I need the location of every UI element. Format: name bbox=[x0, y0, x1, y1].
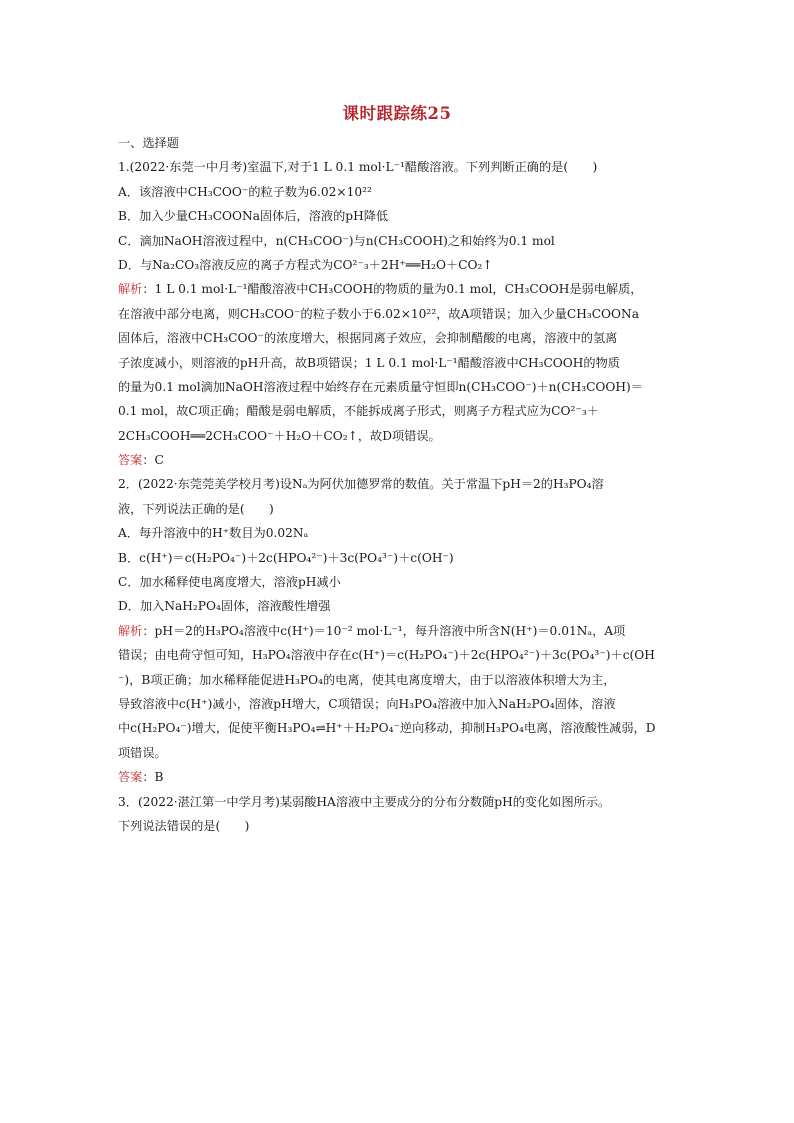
q2-option-a: A．每升溶液中的H⁺数目为0.02Nₐ bbox=[118, 526, 309, 541]
q2-analysis-line: 错误；由电荷守恒可知，H₃PO₄溶液中存在c(H⁺)＝c(H₂PO₄⁻)＋2c(HPO₄²⁻)＋3c(PO₄³⁻)＋c(OH bbox=[118, 648, 655, 663]
q1-analysis-line: 的量为0.1 mol滴加NaOH溶液过程中始终存在元素质量守恒即n(CH₃COO⁻)＋n(CH₃COOH)＝ bbox=[118, 379, 643, 394]
q2-answer: 答案：B bbox=[118, 770, 164, 785]
q1-analysis-line: 2CH₃COOH══2CH₃COO⁻＋H₂O＋CO₂↑，故D项错误。 bbox=[118, 428, 441, 443]
q2-analysis-line: 解析：pH＝2的H₃PO₄溶液中c(H⁺)＝10⁻² mol·L⁻¹，每升溶液中所含N(H⁺)＝0.01Nₐ，A项 bbox=[118, 623, 626, 638]
q2-answer-label: 答案 bbox=[118, 770, 143, 785]
q2-option-c: C．加水稀释使电离度增大，溶液pH减小 bbox=[118, 575, 341, 590]
q1-analysis-line: 子浓度减小，则溶液的pH升高，故B项错误；1 L 0.1 mol·L⁻¹醋酸溶液中CH₃COOH的物质 bbox=[118, 355, 620, 370]
q1-stem: 1.(2022·东莞一中月考)室温下,对于1 L 0.1 mol·L⁻¹醋酸溶液。下列判断正确的是( ) bbox=[118, 160, 598, 175]
q3-stem: 3．(2022·湛江第一中学月考)某弱酸HA溶液中主要成分的分布分数随pH的变化如图所示。 bbox=[118, 794, 611, 809]
section-heading: 一、选择题 bbox=[118, 136, 179, 150]
q2-analysis-line: 中c(H₂PO₄⁻)增大，促使平衡H₃PO₄⇌H⁺＋H₂PO₄⁻逆向移动，抑制H₃PO₄电离，溶液酸性减弱，D bbox=[118, 721, 656, 736]
q2-analysis-line: 导致溶液中c(H⁺)减小，溶液pH增大，C项错误；向H₃PO₄溶液中加入NaH₂PO₄固体，溶液 bbox=[118, 696, 616, 711]
q3-stem: 下列说法错误的是( ) bbox=[118, 818, 250, 833]
q1-option-b: B．加入少量CH₃COONa固体后，溶液的pH降低 bbox=[118, 209, 389, 224]
q1-option-c: C．滴加NaOH溶液过程中，n(CH₃COO⁻)与n(CH₃COOH)之和始终为0.1 mol bbox=[118, 233, 555, 248]
q1-analysis-line: 解析：1 L 0.1 mol·L⁻¹醋酸溶液中CH₃COOH的物质的量为0.1 mol，CH₃COOH是弱电解质， bbox=[118, 282, 643, 297]
q1-analysis-line: 在溶液中部分电离，则CH₃COO⁻的粒子数小于6.02×10²²，故A项错误；加入少量CH₃COONa bbox=[118, 306, 639, 321]
page-title: 课时跟踪练25 bbox=[342, 104, 452, 123]
exercise-content bbox=[118, 131, 688, 838]
q2-stem: 2．(2022·东莞莞美学校月考)设Nₐ为阿伏加德罗常的数值。关于常温下pH＝2的H₃PO₄溶 bbox=[118, 477, 604, 492]
q1-analysis-label: 解析 bbox=[118, 282, 143, 297]
q2-option-b: B．c(H⁺)＝c(H₂PO₄⁻)＋2c(HPO₄²⁻)＋3c(PO₄³⁻)＋c(OH⁻) bbox=[118, 550, 454, 565]
q1-option-d: D．与Na₂CO₃溶液反应的离子方程式为CO²⁻₃＋2H⁺══H₂O＋CO₂↑ bbox=[118, 257, 493, 272]
q1-answer-label: 答案 bbox=[118, 453, 143, 468]
q2-analysis-label: 解析 bbox=[118, 623, 143, 638]
q2-analysis-line: ⁻)，B项正确；加水稀释能促进H₃PO₄的电离，使其电离度增大，由于以溶液体积增大为主， bbox=[118, 672, 616, 687]
q1-option-a: A．该溶液中CH₃COO⁻的粒子数为6.02×10²² bbox=[118, 184, 372, 199]
q2-stem: 液，下列说法正确的是( ) bbox=[118, 501, 274, 516]
q1-answer: 答案：C bbox=[118, 453, 164, 468]
q1-analysis-line: 0.1 mol，故C项正确；醋酸是弱电解质，不能拆成离子形式，则离子方程式应为CO²⁻₃＋ bbox=[118, 404, 599, 419]
q2-option-d: D．加入NaH₂PO₄固体，溶液酸性增强 bbox=[118, 599, 331, 614]
q2-analysis-line: 项错误。 bbox=[118, 745, 167, 760]
q1-analysis-line: 固体后，溶液中CH₃COO⁻的浓度增大，根据同离子效应，会抑制醋酸的电离，溶液中的氢离 bbox=[118, 331, 618, 346]
